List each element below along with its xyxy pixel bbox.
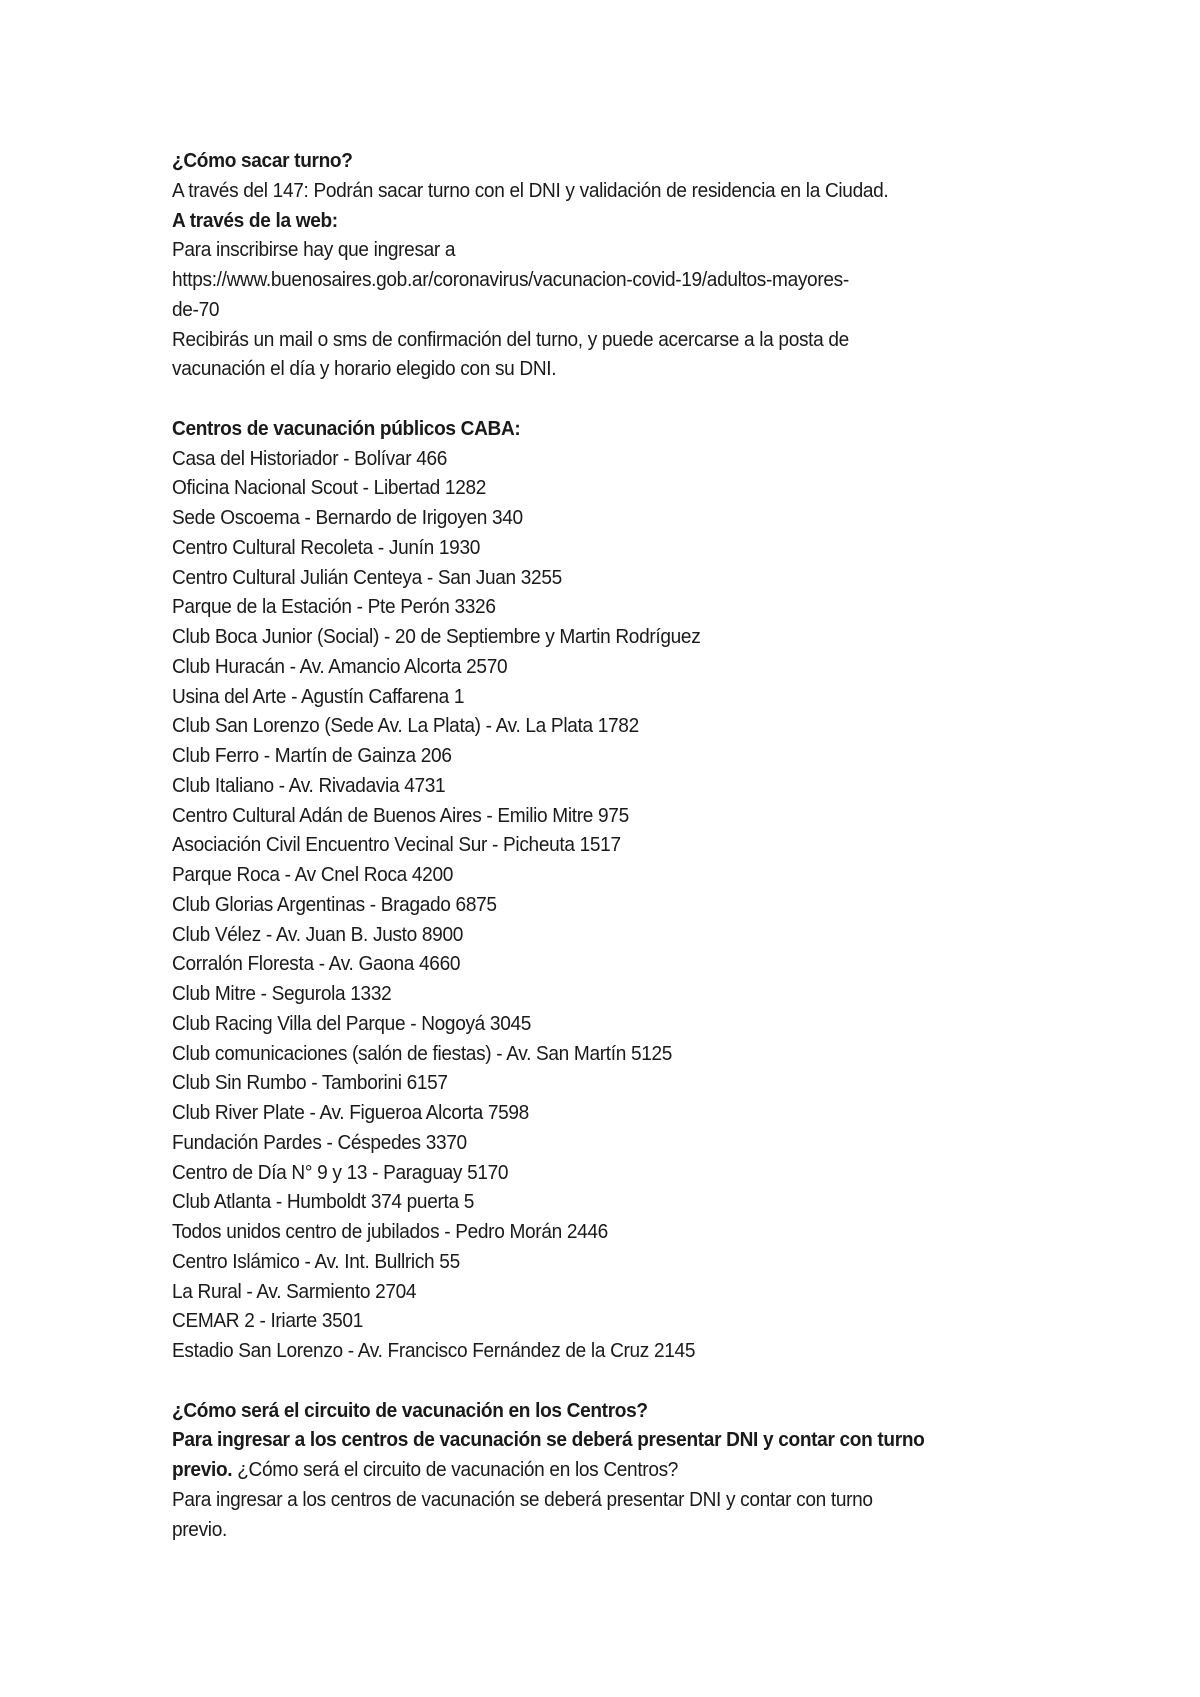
list-item-centro: Estadio San Lorenzo - Av. Francisco Fernández de la Cruz 2145: [172, 1339, 696, 1362]
list-item-centro: Centro de Día N° 9 y 13 - Paraguay 5170: [172, 1160, 509, 1184]
list-item-centro: Centro Cultural Julián Centeya - San Juan 3255: [172, 565, 562, 589]
heading-como-sacar-turno: ¿Cómo sacar turno?: [172, 149, 353, 172]
heading-a-traves-web: A través de la web:: [172, 208, 338, 232]
list-item-centro: Corralón Floresta - Av. Gaona 4660: [172, 952, 461, 976]
list-item-centro: Club Glorias Argentinas - Bragado 6875: [172, 892, 497, 916]
text-confirmacion-2: vacunación el día y horario elegido con su DNI.: [172, 357, 557, 381]
list-item-centro: Club Vélez - Av. Juan B. Justo 8900: [172, 922, 464, 946]
list-item-centro: Club Italiano - Av. Rivadavia 4731: [172, 773, 446, 797]
text-confirmacion-1: Recibirás un mail o sms de confirmación del turno, y puede acercarse a la posta de: [172, 327, 849, 351]
list-item-centro: Club San Lorenzo (Sede Av. La Plata) - Av. La Plata 1782: [172, 714, 639, 738]
list-item-centro: Centro Cultural Adán de Buenos Aires - Emilio Mitre 975: [172, 803, 629, 827]
spacer: [172, 1366, 990, 1396]
text-147: A través del 147: Podrán sacar turno con el DNI y validación de residencia en la Ciudad.: [172, 178, 889, 202]
list-item-centro: Oficina Nacional Scout - Libertad 1282: [172, 476, 487, 500]
list-item-centro: Parque Roca - Av Cnel Roca 4200: [172, 863, 454, 886]
list-item-centro: Todos unidos centro de jubilados - Pedro Morán 2446: [172, 1220, 608, 1243]
list-item-centro: Usina del Arte - Agustín Caffarena 1: [172, 684, 465, 708]
text-circuito-bold-1: Para ingresar a los centros de vacunación se deberá presentar DNI y contar con turno: [172, 1428, 925, 1452]
spacer: [172, 384, 990, 414]
list-item-centro: Club Sin Rumbo - Tamborini 6157: [172, 1071, 448, 1095]
text-previo-bold: previo.: [172, 1458, 233, 1481]
url-line-1: https://www.buenosaires.gob.ar/coronavirus/vacunacion-covid-19/adultos-mayores-: [172, 268, 849, 291]
text-circuito-question: ¿Cómo será el circuito de vacunación en los Centros?: [232, 1458, 679, 1481]
list-item-centro: Centro Islámico - Av. Int. Bullrich 55: [172, 1249, 460, 1273]
document-page: [172, 146, 990, 1544]
heading-circuito: ¿Cómo será el circuito de vacunación en los Centros?: [172, 1398, 648, 1422]
section-sacar-turno: [172, 146, 990, 384]
list-item-centro: Casa del Historiador - Bolívar 466: [172, 446, 448, 470]
section-circuito: [172, 1396, 990, 1545]
text-circuito-plain-2: previo.: [172, 1517, 227, 1541]
url-line-2: de-70: [172, 297, 220, 321]
text-circuito-plain-1: Para ingresar a los centros de vacunación se deberá presentar DNI y contar con turno: [172, 1487, 873, 1511]
centros-list: [172, 444, 990, 1366]
list-item-centro: Club Atlanta - Humboldt 374 puerta 5: [172, 1190, 475, 1214]
list-item-centro: Club Racing Villa del Parque - Nogoyá 3045: [172, 1011, 532, 1035]
list-item-centro: Club Huracán - Av. Amancio Alcorta 2570: [172, 654, 508, 678]
list-item-centro: Club Ferro - Martín de Gainza 206: [172, 744, 452, 767]
list-item-centro: CEMAR 2 - Iriarte 3501: [172, 1309, 363, 1333]
text-circuito-line-2: [172, 1455, 990, 1485]
list-item-centro: Parque de la Estación - Pte Perón 3326: [172, 595, 496, 619]
list-item-centro: Club Boca Junior (Social) - 20 de Septiembre y Martin Rodríguez: [172, 625, 701, 648]
section-centros: [172, 414, 990, 1366]
text-web-intro: Para inscribirse hay que ingresar a: [172, 238, 456, 262]
list-item-centro: Club comunicaciones (salón de fiestas) - Av. San Martín 5125: [172, 1041, 673, 1065]
list-item-centro: Club Mitre - Segurola 1332: [172, 982, 392, 1005]
list-item-centro: La Rural - Av. Sarmiento 2704: [172, 1279, 417, 1303]
list-item-centro: Asociación Civil Encuentro Vecinal Sur - Picheuta 1517: [172, 833, 621, 857]
list-item-centro: Fundación Pardes - Céspedes 3370: [172, 1130, 467, 1154]
list-item-centro: Centro Cultural Recoleta - Junín 1930: [172, 535, 481, 559]
list-item-centro: Sede Oscoema - Bernardo de Irigoyen 340: [172, 506, 523, 529]
heading-centros: Centros de vacunación públicos CABA:: [172, 416, 521, 440]
list-item-centro: Club River Plate - Av. Figueroa Alcorta 7598: [172, 1101, 529, 1124]
